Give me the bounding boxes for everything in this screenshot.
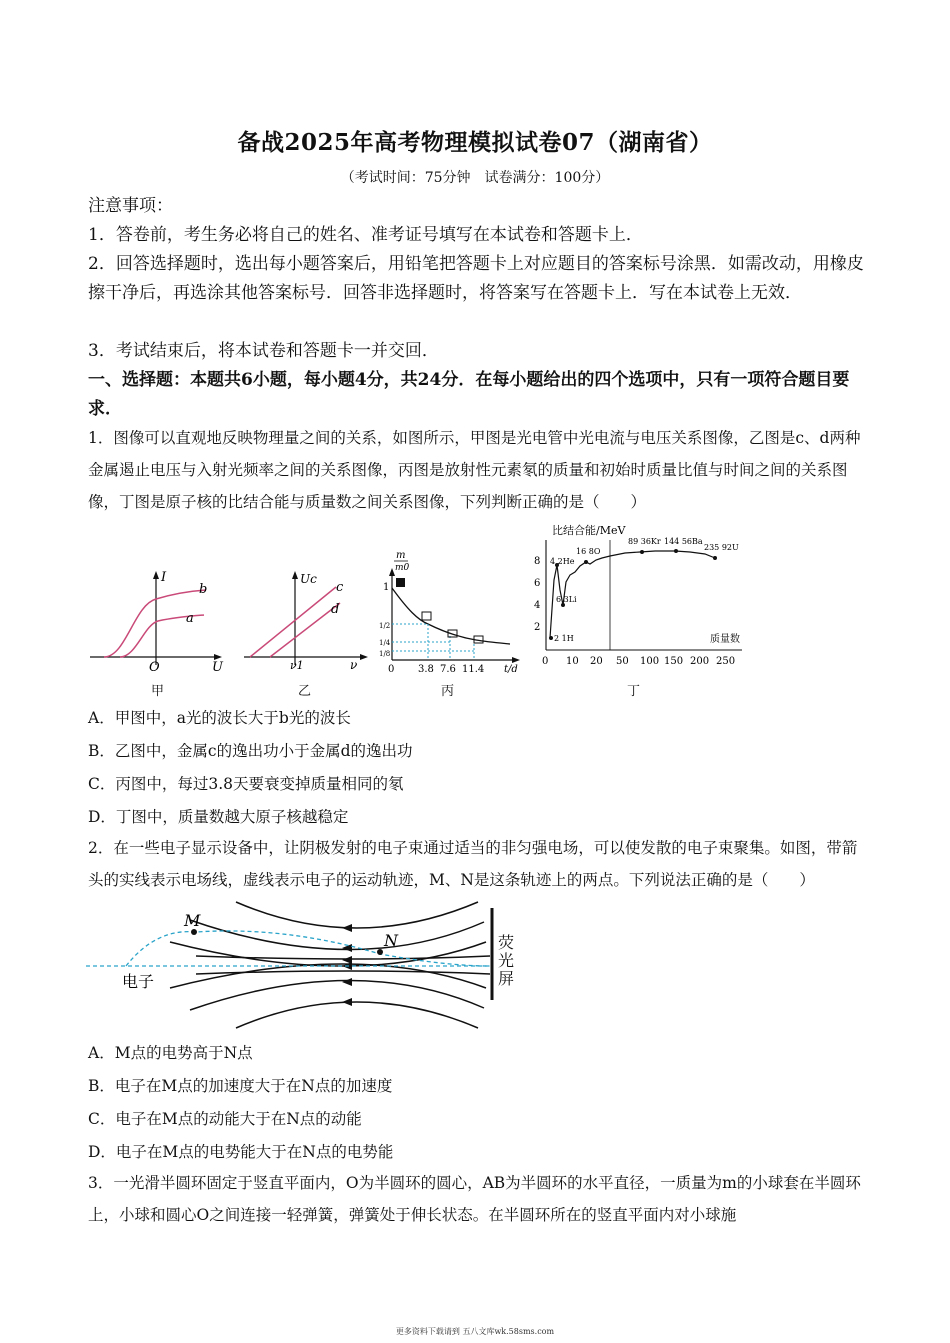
- arrow-icon: [342, 978, 352, 986]
- q2-option-d[interactable]: D．电子在M点的电势能大于在N点的电势能: [88, 1143, 394, 1161]
- arrow-icon: [512, 657, 520, 663]
- decay-curve: [392, 588, 510, 644]
- arrow-icon: [342, 998, 352, 1006]
- sample-block: [396, 578, 405, 587]
- point-n: [377, 949, 383, 955]
- q1-option-b[interactable]: B．乙图中，金属c的逸出功小于金属d的逸出功: [88, 742, 413, 760]
- x-tick: 10: [566, 656, 579, 667]
- data-point: [549, 636, 553, 640]
- x-axis-label: U: [212, 660, 223, 675]
- q1-option-d[interactable]: D．丁图中，质量数越大原子核越稳定: [88, 808, 349, 826]
- point-n-label: N: [384, 931, 398, 950]
- nuclide-label: 144 56Ba: [664, 537, 703, 546]
- q2-option-b[interactable]: B．电子在M点的加速度大于在N点的加速度: [88, 1077, 393, 1095]
- figure-bing: [378, 548, 526, 676]
- field-line: [170, 942, 486, 966]
- tick-nu1: ν1: [290, 659, 304, 672]
- page-title: 备战2025年高考物理模拟试卷07（湖南省）: [237, 129, 713, 156]
- y-tick: 2: [534, 622, 541, 633]
- nuclide-label: 6 3Li: [556, 595, 577, 604]
- q1-option-c[interactable]: C．丙图中，每过3.8天要衰变掉质量相同的氡: [88, 775, 404, 793]
- arrow-icon: [342, 924, 352, 932]
- notes-heading: 注意事项：: [88, 196, 173, 216]
- y-axis-label: 比结合能/MeV: [552, 524, 626, 537]
- caption-jia: 甲: [151, 684, 165, 699]
- point-m-label: M: [184, 911, 201, 930]
- arrow-icon: [342, 956, 352, 964]
- question-2-stem: 2．在一些电子显示设备中，让阴极发射的电子束通过适当的非匀强电场，可以使发散的电子束聚集。如图，带箭头的实线表示电场线，虚线表示电子的运动轨迹，M、N是这条轨迹上的两点。下列说法正确的是（ ）: [88, 839, 858, 889]
- y-tick: 1/4: [379, 639, 391, 647]
- note-item: 2．回答选择题时，选出每小题答案后，用铅笔把答题卡上对应题目的答案标号涂黑．如需改动，用橡皮擦干净后，再选涂其他答案标号．回答非选择题时，将答案写在答题卡上．写在本试卷上无效．: [88, 254, 864, 303]
- data-point: [713, 556, 717, 560]
- x-tick: 150: [664, 656, 684, 667]
- x-axis-label: ν: [350, 658, 358, 672]
- x-tick: 200: [690, 656, 710, 667]
- nuclide-label: 16 8O: [576, 547, 601, 556]
- x-tick: 20: [590, 656, 603, 667]
- y-label-top: m: [396, 550, 406, 561]
- note-item: 3．考试结束后，将本试卷和答题卡一并交回．: [88, 341, 439, 361]
- y-tick: 8: [534, 556, 541, 567]
- question-3-stem: 3．一光滑半圆环固定于竖直平面内，O为半圆环的圆心，AB为半圆环的水平直径，一质量为m的小球套在半圆环上，小球和圆心O之间连接一轻弹簧，弹簧处于伸长状态。在半圆环所在的竖直平面内对小球施: [88, 1174, 861, 1224]
- q2-option-c[interactable]: C．电子在M点的动能大于在N点的动能: [88, 1110, 362, 1128]
- x-axis-label: 质量数: [710, 634, 740, 645]
- nuclide-label: 4 2He: [550, 557, 575, 566]
- figure-yi: [240, 565, 370, 675]
- arrow-icon: [292, 571, 298, 579]
- arrow-icon: [153, 571, 159, 579]
- y-label-bottom: m0: [395, 563, 410, 573]
- line-d: [270, 603, 340, 657]
- electron-trajectory: [126, 931, 490, 966]
- y-tick: 1/2: [379, 622, 391, 630]
- x-tick: 7.6: [440, 664, 456, 675]
- q2-field-figure: [86, 898, 526, 1032]
- nuclide-label: 235 92U: [704, 543, 739, 552]
- y-tick: 4: [534, 600, 541, 611]
- caption-bing: 丙: [441, 684, 455, 699]
- q1-option-a[interactable]: A．甲图中，a光的波长大于b光的波长: [88, 709, 351, 727]
- electron-label: 电子: [122, 972, 155, 991]
- field-line: [236, 1002, 478, 1028]
- note-item: 1．答卷前，考生务必将自己的姓名、准考证号填写在本试卷和答题卡上．: [88, 225, 643, 245]
- x-tick: 250: [716, 656, 736, 667]
- field-line: [170, 964, 486, 988]
- x-tick: 50: [616, 656, 629, 667]
- data-point: [640, 550, 644, 554]
- q2-option-a[interactable]: A．M点的电势高于N点: [88, 1044, 253, 1062]
- field-line: [190, 980, 484, 1010]
- y-tick: 1: [383, 582, 390, 593]
- field-line: [236, 902, 478, 928]
- y-tick: 1/8: [379, 650, 391, 658]
- y-axis-label: Uc: [300, 572, 317, 586]
- screen-label: 荧光屏: [498, 934, 515, 988]
- field-line: [190, 920, 484, 950]
- x-tick: 0: [542, 656, 549, 667]
- line-c-label: c: [336, 580, 344, 595]
- x-tick: 100: [640, 656, 660, 667]
- y-tick: 6: [534, 578, 541, 589]
- x-tick: 0: [388, 664, 395, 675]
- figure-jia: [86, 565, 226, 675]
- line-c: [250, 587, 336, 657]
- caption-ding: 丁: [627, 684, 641, 699]
- question-1-stem: 1．图像可以直观地反映物理量之间的关系，如图所示，甲图是光电管中光电流与电压关系图像，乙图是c、d两种金属遏止电压与入射光频率之间的关系图像，丙图是放射性元素氡的质量和初始时质量比值与时间之间的关系图像，丁图是原子核的比结合能与质量数之间关系图像，下列判断正确的是（ ）: [88, 429, 861, 511]
- nuclide-label: 89 36Kr: [628, 537, 661, 546]
- origin-label: O: [149, 660, 160, 675]
- nuclide-label: 2 1H: [554, 634, 574, 643]
- sample-block: [422, 612, 431, 620]
- section-heading: 一、选择题：本题共6小题，每小题4分，共24分．在每小题给出的四个选项中，只有一项符合题目要求．: [88, 370, 850, 419]
- figure-ding: [530, 520, 752, 676]
- curve-b-label: b: [199, 582, 208, 597]
- arrow-icon: [360, 654, 368, 660]
- y-axis-label: I: [161, 570, 167, 585]
- curve-a-label: a: [186, 611, 194, 626]
- caption-yi: 乙: [298, 684, 312, 699]
- data-point: [584, 560, 588, 564]
- line-d-label: d: [331, 602, 340, 617]
- x-tick: 3.8: [418, 664, 434, 675]
- x-axis-label: t/d: [504, 664, 518, 675]
- exam-info: （考试时间：75分钟 试卷满分：100分）: [340, 170, 610, 186]
- data-point: [674, 549, 678, 553]
- x-tick: 11.4: [462, 664, 485, 675]
- footer-text: 更多资料下载请到 五八文库wk.58sms.com: [395, 1327, 555, 1336]
